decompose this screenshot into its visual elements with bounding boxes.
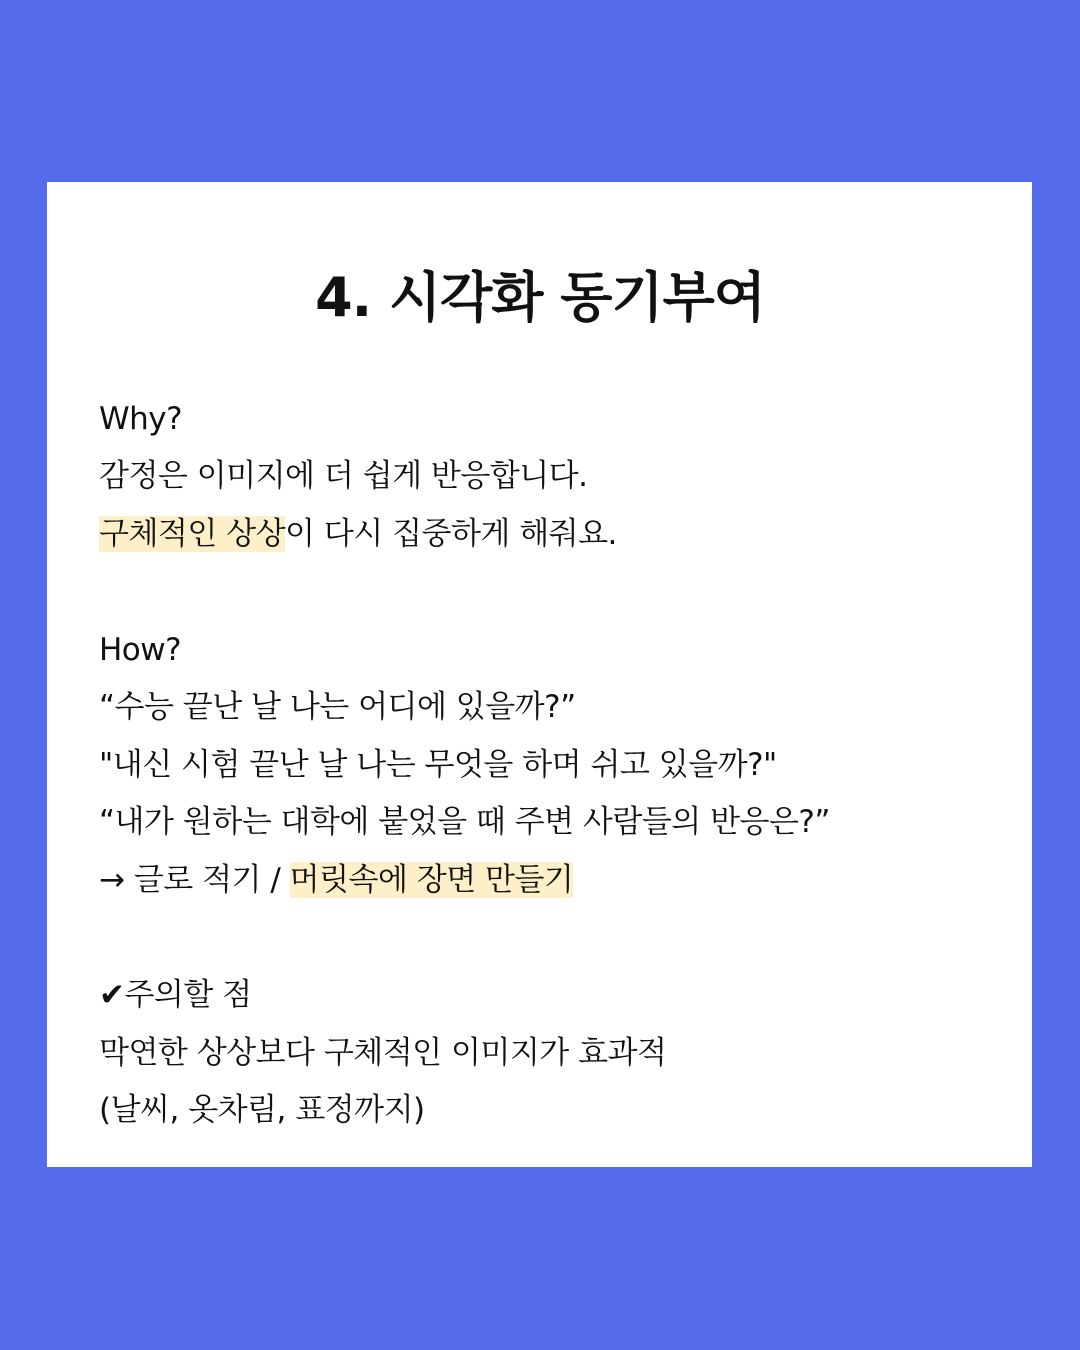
caution-line-2: (날씨, 옷차림, 표정까지): [99, 1092, 425, 1128]
how-question-2: "내신 시험 끝난 날 나는 무엇을 하며 쉬고 있을까?": [99, 747, 777, 783]
how-action-highlight: 머릿속에 장면 만들기: [289, 862, 574, 898]
how-action: [99, 859, 573, 901]
how-heading: How?: [99, 632, 182, 668]
caution-line-1: 막연한 상상보다 구체적인 이미지가 효과적: [99, 1035, 667, 1071]
how-question-3: “내가 원하는 대학에 붙었을 때 주변 사람들의 반응은?”: [99, 804, 830, 840]
caution-heading: ✔주의할 점: [99, 977, 252, 1013]
why-highlight: 구체적인 상상: [99, 516, 286, 552]
how-action-prefix: → 글로 적기 /: [99, 862, 290, 898]
why-line-2-rest: 이 다시 집중하게 해줘요.: [285, 516, 617, 552]
why-line-1: 감정은 이미지에 더 쉽게 반응합니다.: [99, 458, 588, 494]
page-title: 4. 시각화 동기부여: [315, 266, 765, 329]
why-heading: Why?: [99, 401, 183, 437]
why-line-2: [99, 513, 617, 555]
how-question-1: “수능 끝난 날 나는 어디에 있을까?”: [99, 689, 576, 725]
